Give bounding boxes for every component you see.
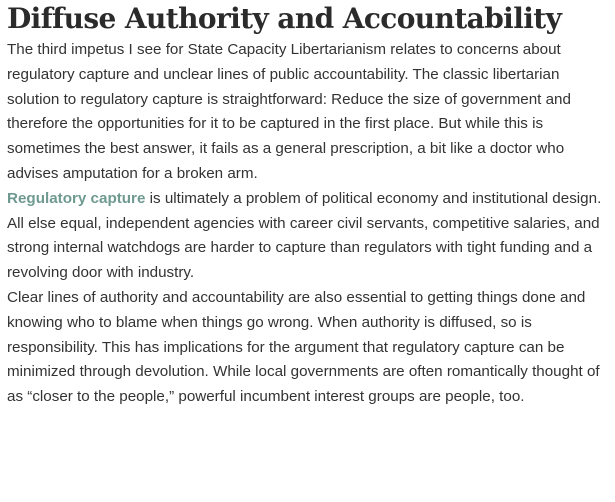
paragraph-3: Clear lines of authority and accountability are also essential to getting things done and knowing who to blame when things go wrong. When authority is diffused, so is responsibility. This has implications for the argument that regulatory capture can be minimized through devolution. While local governments are often romantically thought of as “closer to the people,” powerful incumbent interest groups are people, too. bbox=[7, 288, 600, 406]
regulatory-capture-link[interactable]: Regulatory capture bbox=[7, 189, 146, 207]
paragraph-2-text: is ultimately a problem of political economy and institutional design. All else equal, independent agencies with career civil servants, competitive salaries, and strong internal watchdogs are harder to capture than regulators with tight funding and a revolving door with industry. bbox=[7, 189, 602, 282]
paragraph-2 bbox=[7, 187, 607, 286]
paragraph-1: The third impetus I see for State Capacity Libertarianism relates to concerns about regulatory capture and unclear lines of public accountability. The classic libertarian solution to regulatory capture is straightforward: Reduce the size of government and therefore the opportunities for it to be captured in the first place. But while this is sometimes the best answer, it fails as a general prescription, a bit like a doctor who advises amputation for a broken arm. bbox=[7, 41, 571, 182]
section-heading: Diffuse Authority and Accountability bbox=[7, 2, 562, 35]
